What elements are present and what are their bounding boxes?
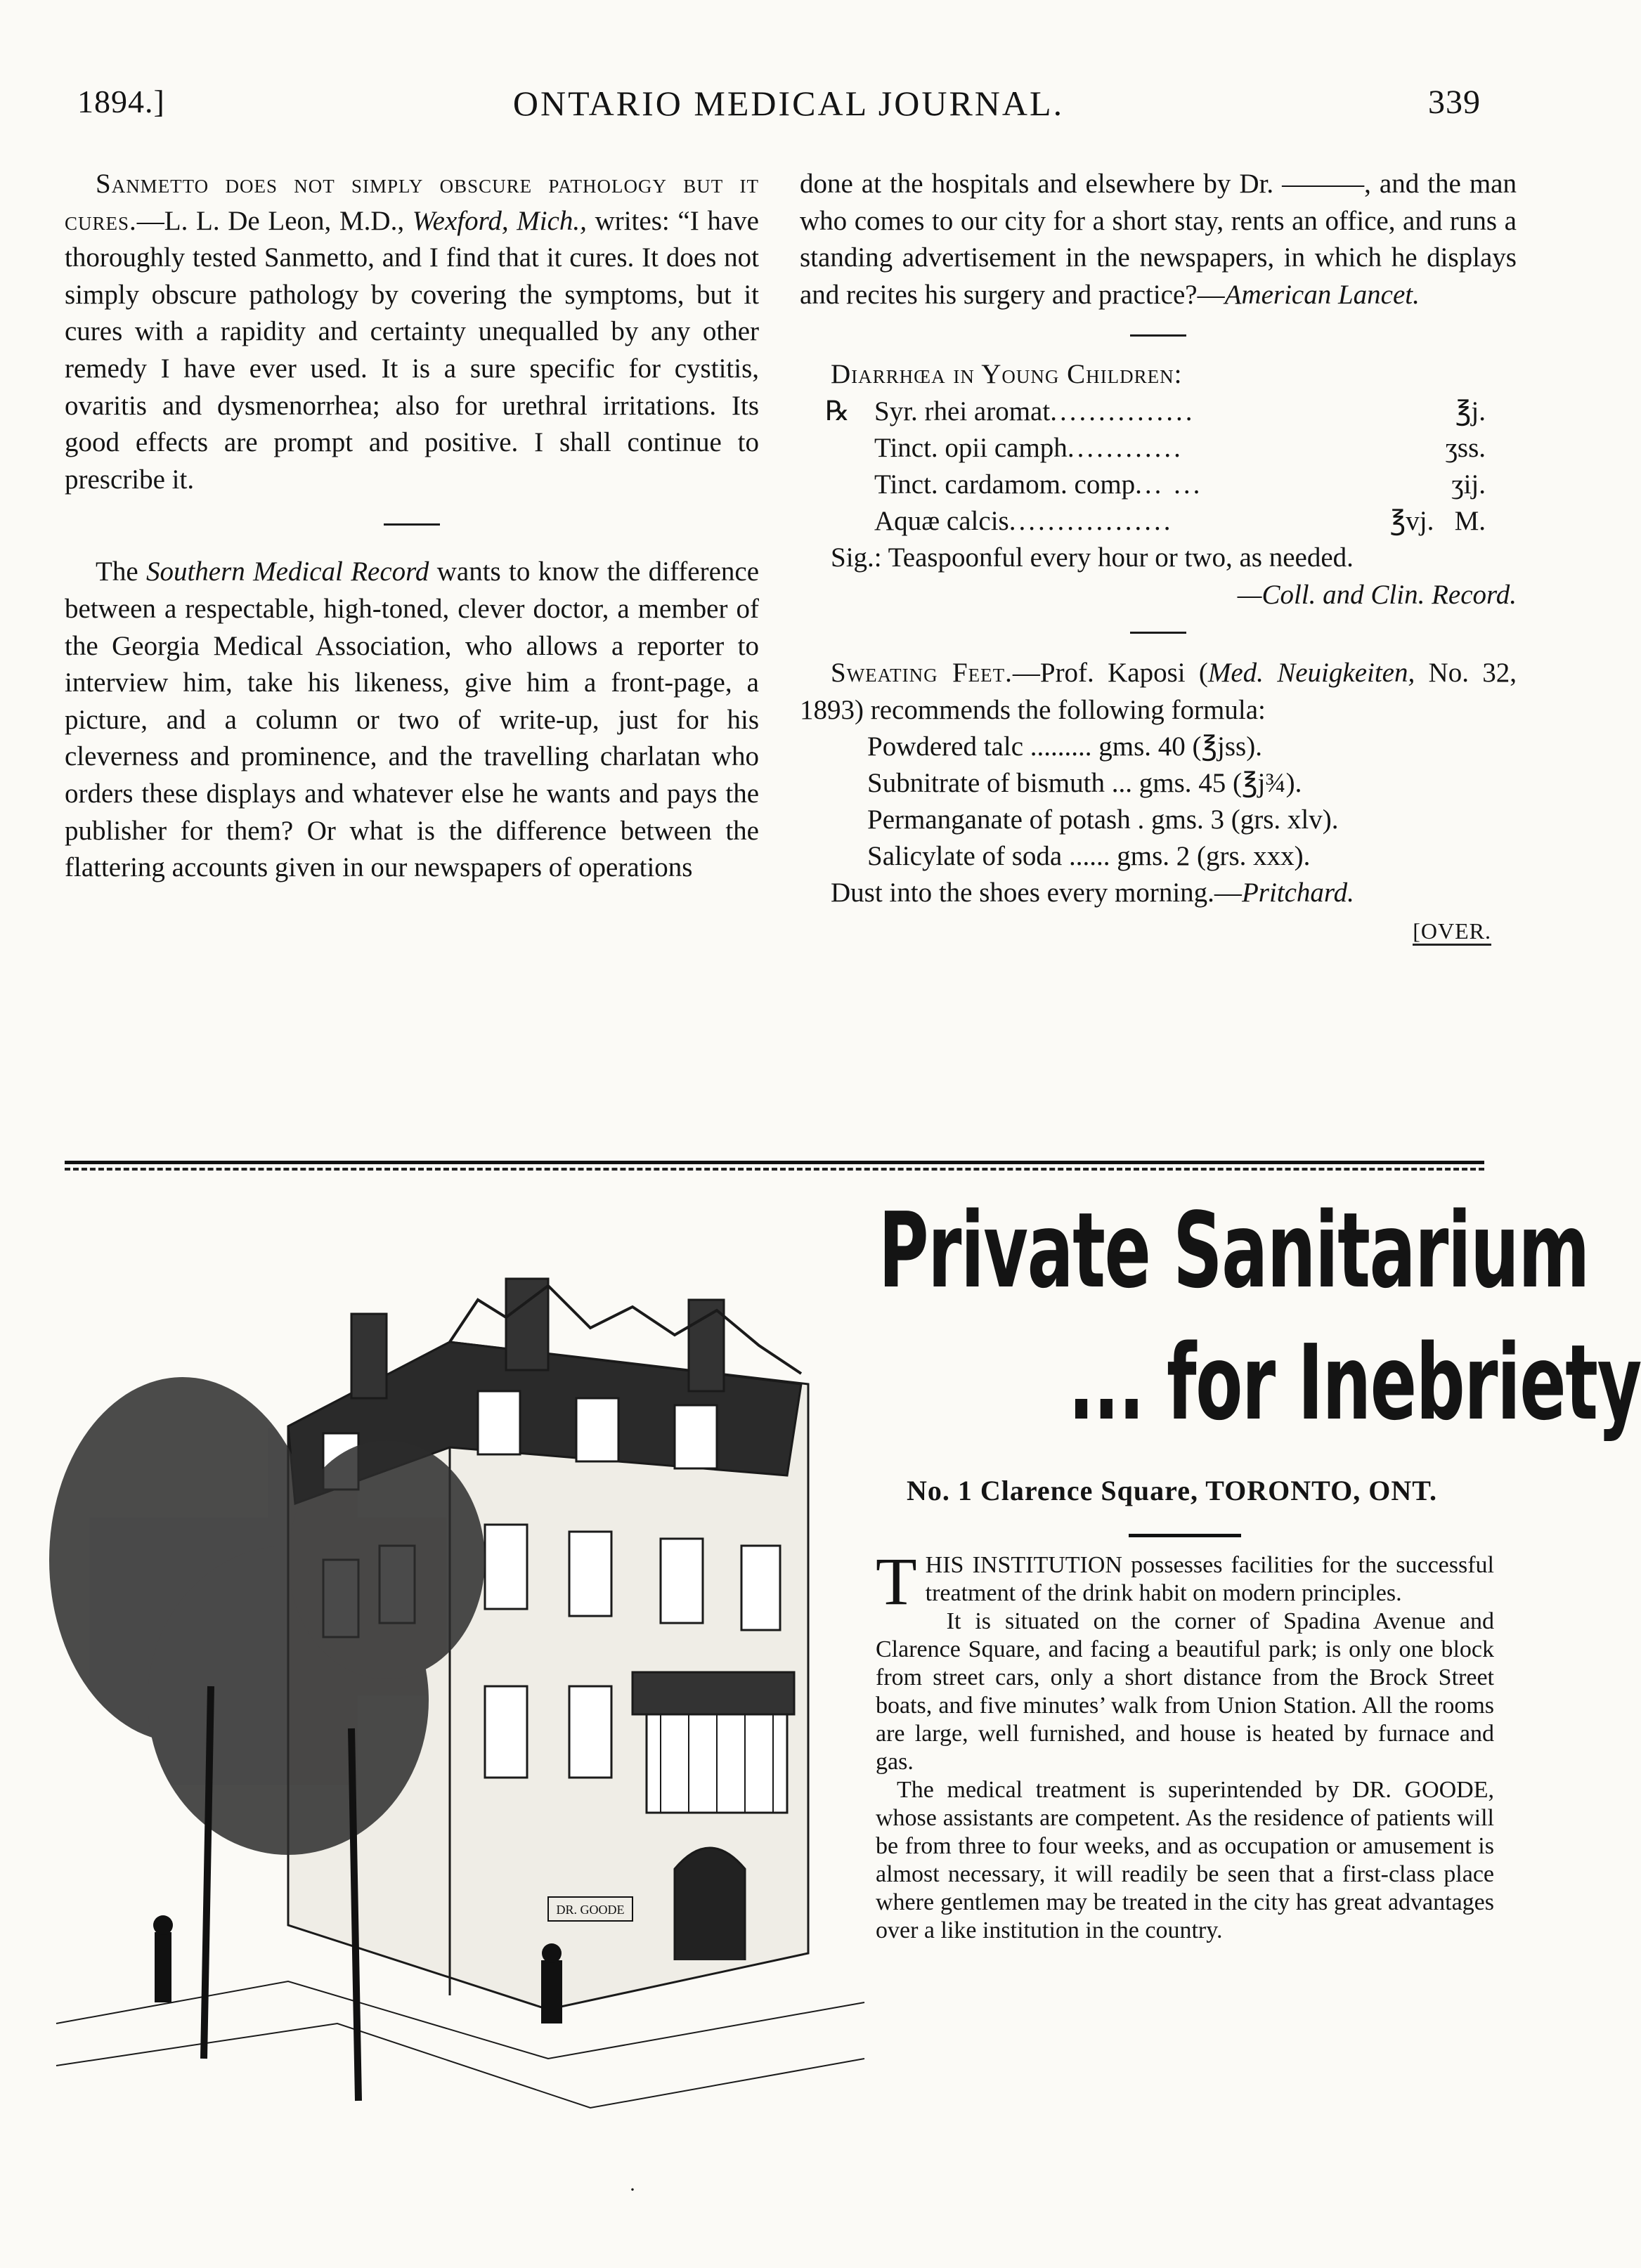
formula-line: Powdered talc ......... gms. 40 (℥jss). (867, 731, 1262, 762)
continued-source: American Lancet. (1224, 279, 1420, 310)
advert-divider (1129, 1534, 1241, 1537)
advert-address: No. 1 Clarence Square, TORONTO, ONT. (907, 1475, 1437, 1506)
sweating-formula (800, 729, 1517, 875)
section-divider (1130, 334, 1186, 337)
sanmetto-author: —L. L. De Leon, M.D., (136, 205, 405, 236)
sanmetto-article (65, 166, 759, 498)
prescription-line: ℞ Syr. rhei aromat ............... ℥j. (825, 393, 1486, 430)
formula-line: Salicylate of soda ...... gms. 2 (grs. xxx). (867, 841, 1311, 872)
sweating-feet-article: Sweating Feet.—Prof. Kaposi (Med. Neuigkeiten, No. 32, 1893) recommends the following formula: (800, 658, 1517, 725)
formula-line: Subnitrate of bismuth ... gms. 45 (℥j¾). (867, 768, 1302, 799)
formula-line: Permanganate of potash . gms. 3 (grs. xlv). (867, 804, 1339, 835)
page-mark: · (629, 2178, 636, 2201)
prescription-line: Tinct. cardamom. comp ... ... ʒij. (874, 469, 1486, 500)
advert-title-line-2: ... for Inebriety (1068, 1322, 1641, 1443)
sanitarium-building-illustration (56, 1194, 864, 2157)
sweating-heading: Sweating Feet. (831, 658, 1013, 689)
record-text: wants to know the difference between a respectable, high-toned, clever doctor, a member of the Georgia Medical Association, who allows a reporter to interview him, take his likeness, give him a front-page, a picture, and a column or two of write-up, just for his cleverness and prominence, and the travelling charlatan who orders these displays and whatever else he wants and pays the publisher for them? Or what is the difference between the flattering accounts given in our newspapers of operations (65, 556, 760, 883)
left-column (65, 166, 759, 887)
over-marker: [OVER. (800, 912, 1517, 950)
right-column (800, 166, 1517, 950)
dust-line: Dust into the shoes every morning.—Pritchard. (831, 878, 1354, 908)
page-number: 339 (1428, 84, 1481, 121)
sweating-source: Med. Neuigkeiten, (1207, 658, 1415, 689)
page-rule-dashed (65, 1168, 1484, 1171)
advert-paragraph-1: THIS INSTITUTION possesses facilities for the successful treatment of the drink habit on modern principles. (876, 1544, 1494, 1619)
sanmetto-place: Wexford, Mich., (412, 205, 587, 236)
advert-body (876, 1544, 1494, 1945)
sig-line: Sig.: Teaspoonful every hour or two, as needed. (831, 542, 1354, 573)
diarrhea-heading: Diarrhœa in Young Children: (831, 359, 1183, 390)
record-intro: The (96, 556, 138, 587)
page-rule (65, 1161, 1484, 1164)
prescription-line: Aquæ calcis ................. ℥vj. M. (874, 505, 1486, 536)
prescription-line: Tinct. opii camph ............ ʒss. (874, 432, 1486, 463)
rx-symbol: ℞ (825, 396, 850, 426)
header-year: 1894.] (77, 84, 165, 119)
southern-record-article (65, 554, 759, 886)
continued-article (800, 166, 1517, 313)
advert-paragraph-2: It is situated on the corner of Spadina Avenue and Clarence Square, and facing a beautiful park; is only one block from street cars, only a short distance from the Brock Street boats, and five minutes’ walk from Union Station. All the rooms are large, well furnished, and house is heated by furnace and gas. (876, 1608, 1494, 1775)
journal-title: ONTARIO MEDICAL JOURNAL. (512, 84, 1065, 123)
advert-dropcap: T (876, 1544, 917, 1619)
sig-source: —Coll. and Clin. Record. (1237, 579, 1517, 610)
sign-text: DR. GOODE (556, 1903, 625, 1917)
section-divider (384, 523, 440, 526)
diarrhea-prescription (800, 393, 1486, 540)
sanmetto-heading: Sanmetto does not simply obscure pathology but it cures. (65, 169, 759, 236)
continued-text: done at the hospitals and elsewhere by Dr. ———, and the man who comes to our city for a short stay, rents an office, and runs a standing advertisement in the newspapers, in which he displays and recites his surgery and practice?— (800, 169, 1517, 310)
sanmetto-text: writes: “I have thoroughly tested Sanmetto, and I find that it cures. It does not simply obscure pathology by covering the symptoms, but it cures with a rapidity and certainty unequalled by any other remedy I have ever used. It is a sure specific for cystitis, ovaritis and dysmenorrhea; also for urethral irritations. Its good effects are prompt and positive. I shall continue to prescribe it. (65, 205, 759, 495)
dust-source: Pritchard. (1241, 878, 1354, 908)
advert-paragraph-3: The medical treatment is superintended by DR. GOODE, whose assistants are competent. As the residence of patients will be from three to four weeks, and as occupation or amusement is almost necessary, it will readily be seen that a first-class place where gentlemen may be treated in the city has great advantages over a like institution in the country. (876, 1777, 1494, 1943)
section-divider (1130, 632, 1186, 634)
record-source: Southern Medical Record (145, 556, 429, 587)
advert-title-line-1: Private Sanitarium (878, 1190, 1589, 1311)
